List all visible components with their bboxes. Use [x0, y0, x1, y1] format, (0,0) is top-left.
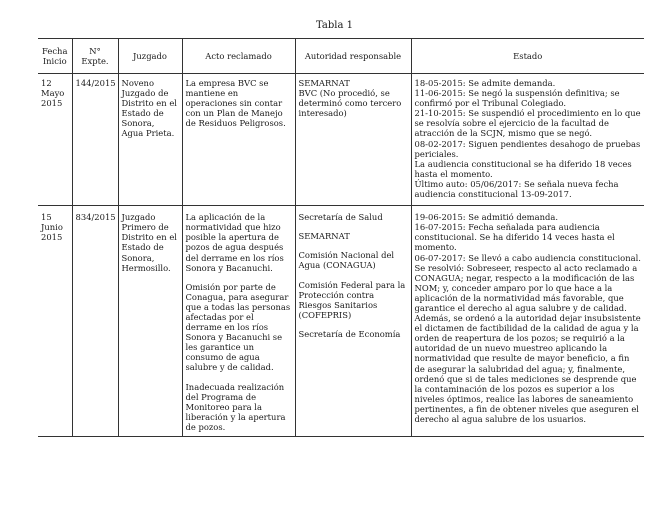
acto-item: Inadecuada realización del Programa de Monitoreo para la liberación y la apertura de pozos.: [185, 381, 286, 432]
cell-expediente: 834/2015: [72, 206, 118, 437]
autoridad-item: BVC (No procedió, se determinó como tercero interesado): [298, 88, 402, 119]
autoridad-item: SEMARNAT: [298, 78, 350, 88]
autoridad-item: Secretaría de Salud: [298, 212, 383, 223]
cell-fecha: 12 Mayo 2015: [38, 74, 72, 206]
acto-item: Omisión por parte de Conagua, para asegurar que a todas las personas afectadas por el derrame en los ríos Sonora y Bacanuchi se les garantice un consumo de agua salubre y de calidad.: [185, 281, 291, 373]
estado-entry: Último auto: 05/06/2017: Se señala nueva fecha audiencia constitucional 13-09-2017.: [414, 178, 619, 200]
cell-juzgado: Juzgado Primero de Distrito en el Estado de Sonora, Hermosillo.: [118, 206, 182, 437]
cell-estado: [411, 206, 644, 437]
estado-entry: 21-10-2015: Se suspendió el procedimiento en lo que se resolvía sobre el ejercicio de la facultad de atracción de la SCJN, mismo que se negó.: [414, 108, 641, 139]
header-row: [38, 39, 644, 74]
cell-fecha: 15 Junio 2015: [38, 206, 72, 437]
estado-entry: La audiencia constitucional se ha diferido 18 veces hasta el momento.: [414, 158, 632, 179]
estado-entry: 16-07-2015: Fecha señalada para audiencia constitucional. Se ha diferido 14 veces hasta el momento.: [414, 222, 615, 253]
header-autoridad: Autoridad responsable: [295, 39, 411, 74]
table-row: [38, 74, 644, 206]
autoridad-item: Secretaría de Economía: [298, 328, 401, 339]
header-acto: Acto reclamado: [182, 39, 295, 74]
cell-expediente: 144/2015: [72, 74, 118, 206]
cell-acto: [182, 206, 295, 437]
estado-entry: 11-06-2015: Se negó la suspensión definitiva; se confirmó por el Tribunal Colegiado.: [414, 88, 620, 109]
header-expediente: N° Expte.: [72, 39, 118, 74]
estado-entry: 06-07-2017: Se llevó a cabo audiencia constitucional. Se resolvió: Sobreseer, respecto al acto reclamado a CONAGUA; negar, respecto a la modificación de las NOM; y, conceder amparo por lo que hace a la aplicación de la normatividad más favorable, que garantice el derecho al agua salubre y de calidad. Además, se ordenó a la autoridad dejar insubsistente el dictamen de factibilidad de la calidad de agua y la orden de reapertura de los pozos; se requirió a la autoridad de un nuevo muestreo aplicando la normatividad que resulte de mayor beneficio, a fin de asegurar la salubridad del agua; y, finalmente, ordenó que si de tales mediciones se desprende que la contaminación de los pozos es superior a los niveles óptimos, realice las labores de saneamiento pertinentes, a fin de obtener niveles que aseguren el derecho al agua salubre de los usuarios.: [414, 252, 641, 424]
autoridad-item: Comisión Federal para la Protección contra Riesgos Sanitarios (COFEPRIS): [298, 279, 406, 320]
cases-table: [38, 38, 644, 437]
estado-entry: 18-05-2015: Se admite demanda.: [414, 78, 556, 88]
cell-juzgado: Noveno Juzgado de Distrito en el Estado de Sonora, Agua Prieta.: [118, 74, 182, 206]
estado-entry: 19-06-2015: Se admitió demanda.: [414, 212, 559, 223]
estado-entry: 08-02-2017: Siguen pendientes desahogo de pruebas periciales.: [414, 138, 641, 159]
header-juzgado: Juzgado: [118, 39, 182, 74]
cell-autoridad: [295, 206, 411, 437]
table-row: [38, 206, 644, 437]
autoridad-item: SEMARNAT: [298, 231, 350, 242]
cell-autoridad: [295, 74, 411, 206]
cell-estado: [411, 74, 644, 206]
acto-item: La aplicación de la normatividad que hizo posible la apertura de pozos de agua después del derrame en los ríos Sonora y Bacanuchi.: [185, 212, 284, 273]
cell-acto: La empresa BVC se mantiene en operaciones sin contar con un Plan de Manejo de Residuos Peligrosos.: [182, 74, 295, 206]
header-estado: Estado: [411, 39, 644, 74]
autoridad-item: Comisión Nacional del Agua (CONAGUA): [298, 250, 395, 271]
header-fecha: Fecha Inicio: [38, 39, 72, 74]
table-caption: Tabla 1: [316, 20, 353, 31]
